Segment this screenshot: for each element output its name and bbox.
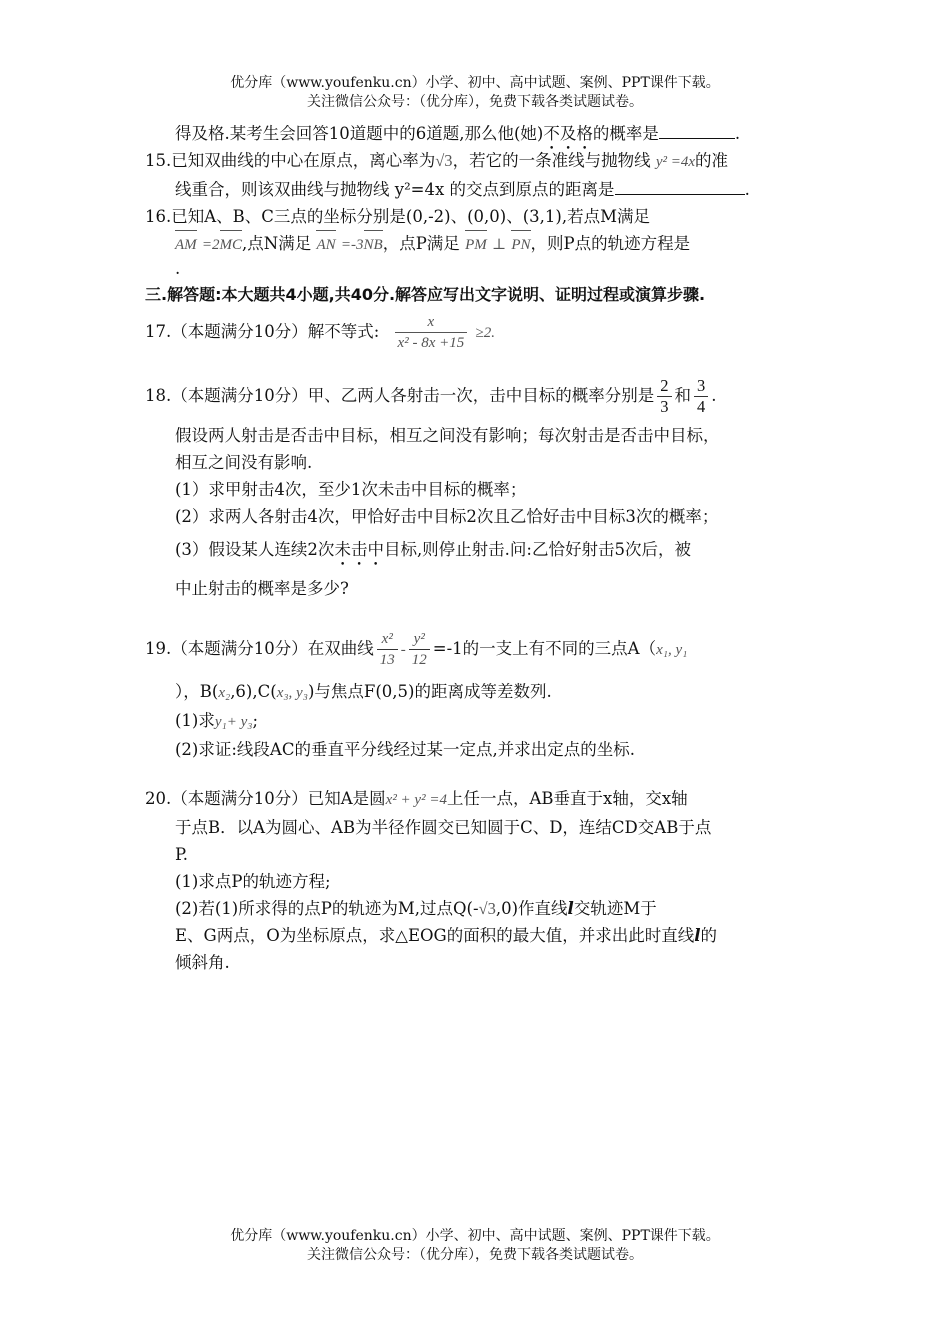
- q18-part-3-cont: 中止射击的概率是多少?: [175, 579, 349, 598]
- q19-fraction-2: $\frac{\text{y²}}{12}$: [409, 629, 430, 670]
- page-footer: [0, 1227, 950, 1265]
- q18-line-3: 相互之间没有影响.: [175, 453, 313, 472]
- q17: 17.（本题满分10分）解不等式: $\frac{x}{\text{x² - 8x +15}}$ ≥2.: [145, 314, 495, 351]
- q18-line-2: 假设两人射击是否击中目标，相互之间没有影响；每次射击是否击中目标，: [175, 426, 720, 445]
- q20-line-1: 20.（本题满分10分）已知A是圆x² + y² =4上任一点，AB垂直于x轴，交x轴: [145, 789, 688, 808]
- exam-content: [145, 120, 845, 976]
- section-3-title: 三.解答题:本大题共4小题,共40分.解答应写出文字说明、证明过程或演算步骤.: [145, 285, 706, 304]
- footer-line-2: 关注微信公众号：（优分库），免费下载各类试题试卷。: [307, 1247, 643, 1263]
- q16-line-3: .: [175, 259, 181, 278]
- q19-part-1: (1)求y₁+ y₃;: [175, 711, 259, 730]
- q18-part-1: (1）求甲射击4次，至少1次未击中目标的概率；: [175, 480, 527, 499]
- answer-blank: [615, 176, 745, 195]
- answer-blank: [659, 120, 735, 139]
- q18-part-2: (2）求两人各射击4次，甲恰好击中目标2次且乙恰好击中目标3次的概率；: [175, 507, 719, 526]
- header-line-2: 关注微信公众号：（优分库），免费下载各类试题试卷。: [307, 94, 643, 110]
- page-header: [0, 74, 950, 112]
- q14-tail: 得及格.某考生会回答10道题中的6道题,那么他(她)不及格的概率是 .: [145, 120, 845, 147]
- q20-line-2: 于点B．以A为圆心、AB为半径作圆交已知圆于C、D，连结CD交AB于点: [175, 818, 712, 837]
- q18-fraction-2: $\frac{3}{4}$: [694, 376, 708, 417]
- q20-part-1: (1)求点P的轨迹方程;: [175, 872, 331, 891]
- q18-fraction-1: $\frac{2}{3}$: [657, 376, 671, 417]
- q15-line-2: 线重合，则该双曲线与抛物线 y²=4x 的交点到原点的距离是 .: [145, 176, 845, 203]
- q19-part-2: (2)求证:线段AC的垂直平分线经过某一定点,并求出定点的坐标.: [175, 740, 635, 759]
- q16-line-1: 16.已知A、B、C三点的坐标分别是(0,-2)、(0,0)、(3,1),若点M满足: [145, 207, 650, 226]
- q19-fraction-1: $\frac{\text{x²}}{13}$: [377, 629, 398, 670]
- q20-line-3: P.: [175, 845, 189, 864]
- header-line-1: 优分库（www.youfenku.cn）小学、初中、高中试题、案例、PPT课件下载。: [230, 75, 720, 91]
- q18-line-1: 18.（本题满分10分）甲、乙两人各射击一次，击中目标的概率分别是 $\frac{2}{3}$ 和 $\frac{3}{4}$ .: [145, 376, 717, 416]
- footer-line-1: 优分库（www.youfenku.cn）小学、初中、高中试题、案例、PPT课件下载。: [230, 1228, 720, 1244]
- q19-line-1: 19.（本题满分10分）在双曲线 $\frac{\text{x²}}{13}$ - $\frac{\text{y²}}{12}$ =-1的一支上有不同的三点A（x₁, y₁: [145, 631, 688, 668]
- q17-fraction: $\frac{x}{\text{x² - 8x +15}}$: [395, 312, 468, 353]
- q16-line-2: AM =2MC,点N满足 AN =-3NB，点P满足 PM ⊥ PN，则P点的轨迹方程是: [145, 230, 845, 259]
- q20-part-2: (2)若(1)所求得的点P的轨迹为M,过点Q(-√3,0)作直线l交轨迹M于: [175, 899, 657, 918]
- q15-line-1: 15.已知双曲线的中心在原点，离心率为√3，若它的一条准线与抛物线 y² =4x的准: [145, 151, 728, 170]
- q18-part-3: (3）假设某人连续2次未击中目标,则停止射击.问:乙恰好射击5次后，被: [175, 540, 691, 559]
- q20-part-2-line-2: E、G两点，O为坐标原点，求△EOG的面积的最大值，并求出此时直线l的: [175, 926, 717, 945]
- q20-part-2-line-3: 倾斜角.: [175, 953, 230, 972]
- q19-line-2: ），B(x₂,6),C(x₃, y₃)与焦点F(0,5)的距离成等差数列.: [175, 682, 552, 701]
